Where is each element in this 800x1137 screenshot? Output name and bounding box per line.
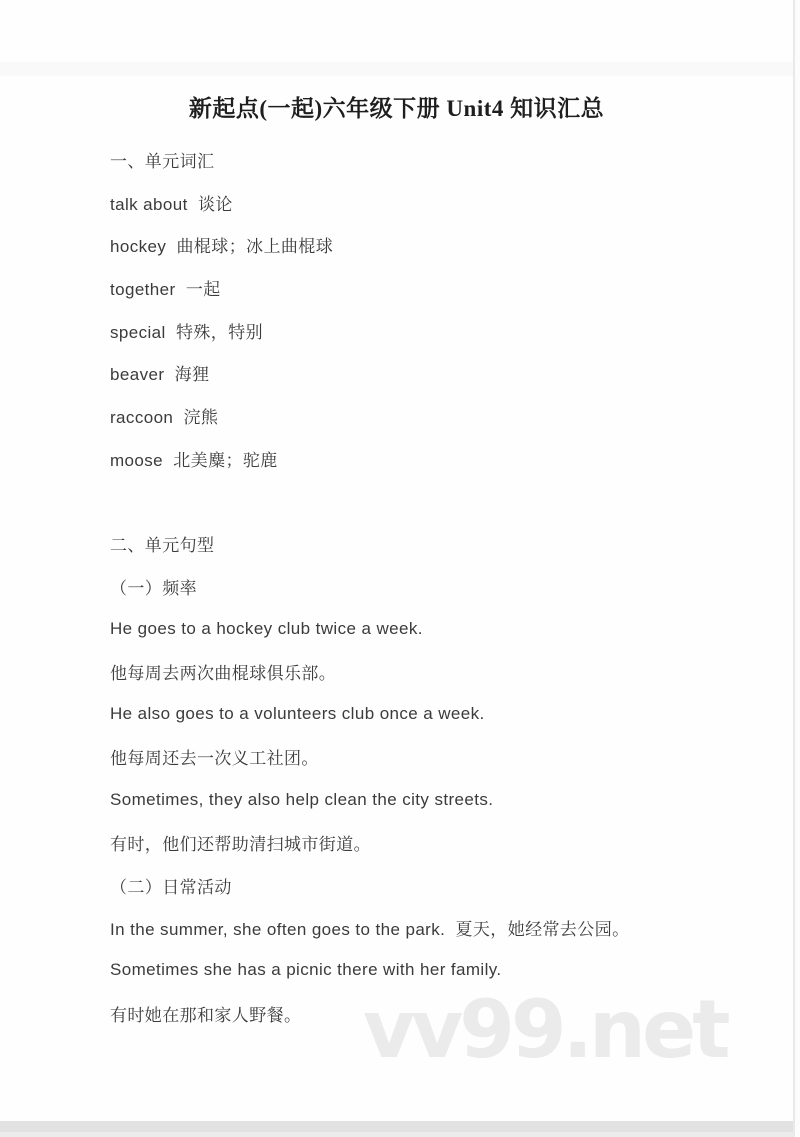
doc-lines xyxy=(110,138,750,1034)
page-gap-band xyxy=(0,1121,793,1137)
doc-line: special 特殊，特别 xyxy=(110,322,263,342)
doc-line: hockey 曲棍球；冰上曲棍球 xyxy=(110,237,334,257)
doc-line: 他每周还去一次义工社团。 xyxy=(110,749,319,769)
doc-line: beaver 海狸 xyxy=(110,365,210,385)
doc-line: talk about 谈论 xyxy=(110,194,233,214)
page-title: 新起点(一起)六年级下册 Unit4 知识汇总 xyxy=(188,96,605,121)
doc-line: Sometimes she has a picnic there with her family. xyxy=(110,960,502,980)
doc-line: （二）日常活动 xyxy=(110,877,232,897)
doc-line: 有时她在那和家人野餐。 xyxy=(110,1005,302,1025)
section-heading: 二、单元句型 xyxy=(110,536,215,556)
doc-line: He goes to a hockey club twice a week. xyxy=(110,618,423,638)
watermark: vv99.net xyxy=(363,983,727,1076)
doc-line: In the summer, she often goes to the park. 夏天，她经常去公园。 xyxy=(110,920,630,940)
doc-line: （一）频率 xyxy=(110,578,197,598)
section-heading: 一、单元词汇 xyxy=(110,151,215,171)
page-top-edge xyxy=(0,62,793,76)
page-right-strip xyxy=(795,0,800,1137)
doc-line: 有时，他们还帮助清扫城市街道。 xyxy=(110,834,371,854)
doc-line: raccoon 浣熊 xyxy=(110,407,219,427)
doc-line: Sometimes, they also help clean the city streets. xyxy=(110,789,494,809)
doc-line: moose 北美麋；驼鹿 xyxy=(110,450,278,470)
blank-line xyxy=(110,480,750,523)
doc-line: He also goes to a volunteers club once a week. xyxy=(110,704,485,724)
doc-line: 他每周去两次曲棍球俱乐部。 xyxy=(110,664,337,684)
doc-line: together 一起 xyxy=(110,279,221,299)
